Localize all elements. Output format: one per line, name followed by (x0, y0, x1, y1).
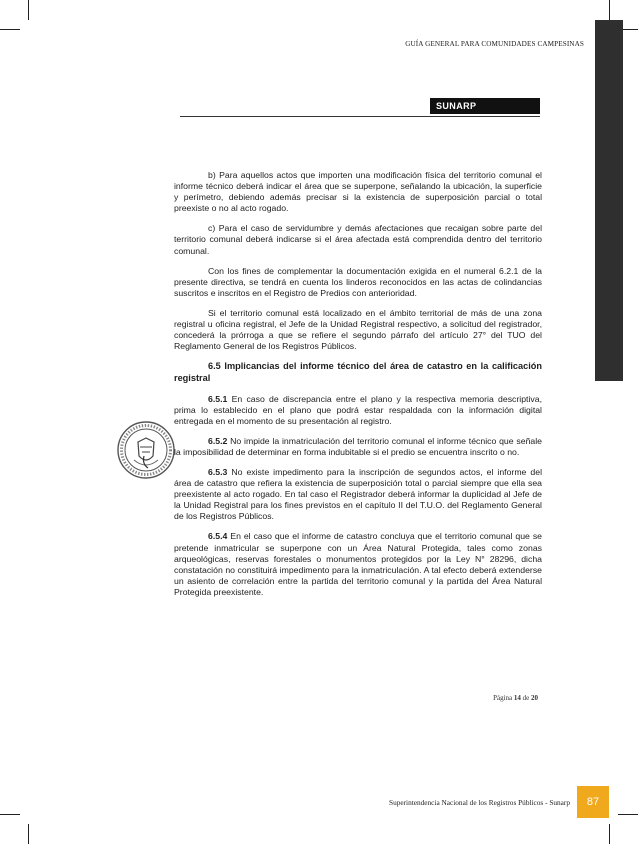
page-marker (493, 694, 538, 702)
paragraph-b: b) Para aquellos actos que importen una modificación física del territorio comunal el informe técnico deberá indicar el área que se superpone, señalando la ubicación, la superficie y perímetro, debiendo además precisar si la existencia de superposición parcial o total preexiste o no al acto rogado. (174, 170, 542, 214)
header-title: GUÍA GENERAL PARA COMUNIDADES CAMPESINAS (405, 40, 584, 48)
section-number: 6.5 (208, 361, 221, 372)
clause-text: No existe impedimento para la inscripción de segundos actos, el informe del área de catastro que refiera la existencia de superposición total o parcial siempre que ella sea preexistente al acto rogado. En tal caso el Registrador deberá informar la duplicidad al Jefe de la Unidad Registral para los fines previstos en el capítulo II del T.U.O. del Reglamento General de los Registros Públicos. (174, 466, 542, 522)
clause-6-5-3 (174, 467, 542, 522)
crop-mark (0, 29, 20, 30)
crop-mark (28, 824, 29, 844)
crop-mark (0, 814, 20, 815)
page-sep: de (522, 694, 530, 702)
crop-mark (618, 814, 638, 815)
footer-page-number: 87 (577, 786, 609, 818)
official-seal-icon (116, 420, 176, 480)
paragraph-fines: Con los fines de complementar la documentación exigida en el numeral 6.2.1 de la presente directiva, se tendrá en cuenta los linderos reconocidos en las actas de colindancias suscritos e inscritos en el Registro de Predios con anterioridad. (174, 265, 542, 298)
clause-text: No impide la inmatriculación del territorio comunal el informe técnico que señale la imposibilidad de determinar en forma indubitable si el predio se encuentra inscrito o no. (174, 435, 543, 457)
crop-mark (28, 0, 29, 20)
footer-text: Superintendencia Nacional de los Registros Públicos - Sunarp (389, 798, 570, 807)
header-rule (180, 116, 540, 117)
page-current: 14 (513, 694, 521, 702)
clause-6-5-2 (174, 436, 542, 458)
clause-6-5-1 (174, 394, 542, 427)
sunarp-logo: SUNARP (430, 98, 540, 114)
document-body (174, 170, 542, 607)
paragraph-c: c) Para el caso de servidumbre y demás afectaciones que recaigan sobre parte del territorio comunal deberá indicarse si el área afectada está comprendida dentro del territorio comunal. (174, 223, 542, 256)
clause-text: En caso de discrepancia entre el plano y la respectiva memoria descriptiva, prima lo establecido en el plano que podrá estar respaldada con la información digital entregada en el momento de su presentación al registro. (174, 393, 542, 426)
page-total: 20 (531, 694, 538, 702)
section-heading-6-5 (174, 361, 542, 384)
clause-text: En el caso que el informe de catastro concluya que el territorio comunal que se pretende inmatricular se superpone con un Área Natural Protegida, tales como zonas arqueológicas, reservas forestales o monumentos protegidos por la Ley N° 28296, dicha constatación no constituirá impedimento para la inmatriculación. A tal efecto deberá extenderse un asiento de correlación entre la partida del territorio comunal y la partida del Área Natural Protegida preexistente. (174, 531, 542, 597)
crop-mark (609, 824, 610, 844)
section-title: Implicancias del informe técnico del área de catastro en la calificación registral (174, 361, 542, 383)
paragraph-territorio: Si el territorio comunal está localizado en el ámbito territorial de más de una zona registral u oficina registral, el Jefe de la Unidad Registral respectivo, a solicitud del registrador, concederá la prórroga a que se refiere el segundo párrafo del artículo 27° del TUO del Reglamento General de los Registros Públicos. (174, 307, 542, 352)
clause-number: 6.5.4 (208, 531, 228, 542)
clause-6-5-4 (174, 531, 542, 598)
clause-number: 6.5.1 (208, 393, 228, 404)
clause-number: 6.5.3 (208, 466, 228, 477)
page-prefix: Página (493, 694, 513, 702)
crop-mark (609, 0, 610, 20)
clause-number: 6.5.2 (208, 435, 228, 446)
side-color-bar (595, 20, 623, 381)
